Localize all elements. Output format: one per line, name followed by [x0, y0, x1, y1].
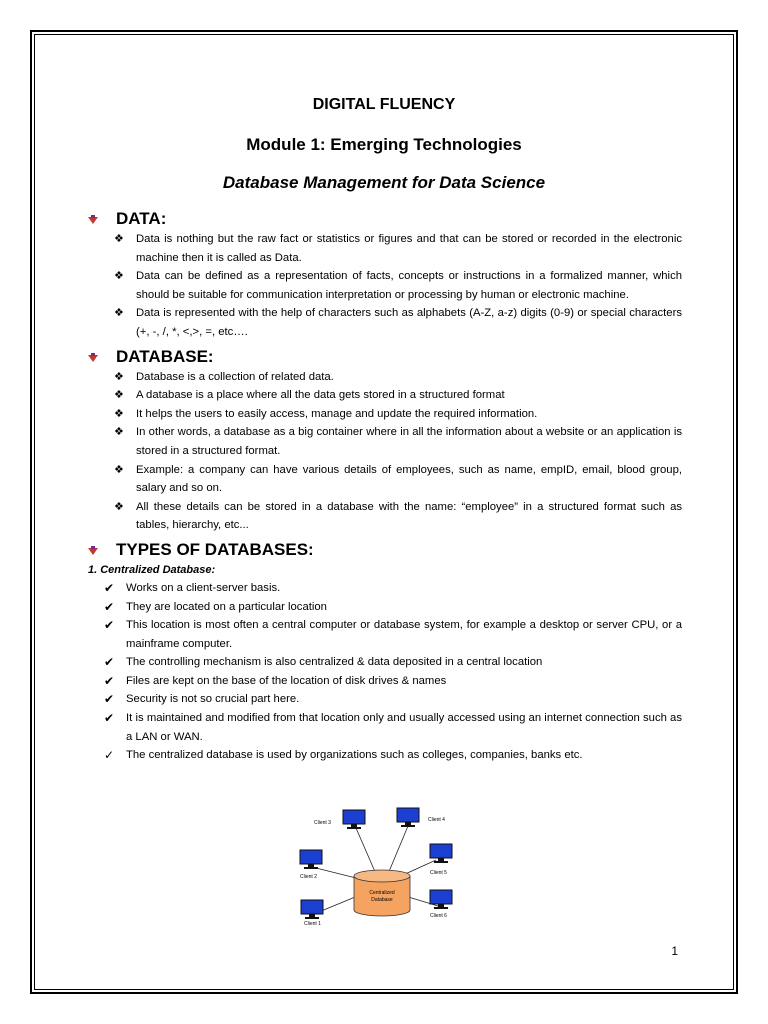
checkmark-icon: ✓ — [104, 748, 115, 763]
list-item: ✔ Security is not so crucial part here. — [86, 690, 682, 709]
client-label: Client 6 — [430, 913, 447, 919]
list-item: ✔ They are located on a particular location — [86, 598, 682, 617]
monitor-icon — [343, 810, 365, 829]
diamond-bullet-icon: ❖ — [114, 500, 124, 513]
checkmark-icon: ✔ — [104, 655, 115, 670]
monitor-icon — [301, 900, 323, 919]
centralized-database-diagram — [296, 802, 466, 928]
client-label: Client 5 — [430, 870, 447, 876]
module-title: Module 1: Emerging Technologies — [246, 135, 522, 154]
diamond-bullet-icon: ❖ — [114, 407, 124, 420]
list-item: ❖ Data is nothing but the raw fact or statistics or figures and that can be stored or recorded in the electronic machine then it is called as Data. — [86, 230, 682, 267]
client-label: Client 3 — [314, 820, 331, 826]
diamond-bullet-icon: ❖ — [114, 307, 124, 320]
monitor-icon — [397, 808, 419, 827]
database-bullet-list — [86, 368, 682, 535]
section-heading-label: TYPES OF DATABASES: — [116, 539, 314, 559]
monitor-icon — [430, 890, 452, 909]
list-item: ✓ The centralized database is used by organizations such as colleges, companies, banks etc. — [86, 746, 682, 765]
list-item: ❖ Database is a collection of related data. — [86, 368, 682, 387]
list-item: ❖ Data is represented with the help of characters such as alphabets (A-Z, a-z) digits (0-9) or special characters (+, -, /, *, <,>, =, etc…. — [86, 304, 682, 341]
data-bullet-list — [86, 230, 682, 342]
checkmark-icon: ✔ — [104, 618, 115, 633]
page-number: 1 — [671, 944, 678, 958]
triangle-down-icon — [88, 353, 98, 363]
client-label: Client 4 — [428, 817, 445, 823]
list-item: ❖ A database is a place where all the data gets stored in a structured format — [86, 386, 682, 405]
client-label: Client 2 — [300, 874, 317, 880]
section-heading-types — [86, 539, 682, 561]
database-label-line2: Database — [371, 897, 393, 903]
client-label: Client 1 — [304, 921, 321, 927]
checkmark-icon: ✔ — [104, 599, 115, 614]
monitor-icon — [430, 844, 452, 863]
diamond-bullet-icon: ❖ — [114, 426, 124, 439]
list-item: ❖ All these details can be stored in a database with the name: “employee” in a structured format such as tables, hierarchy, etc... — [86, 498, 682, 535]
diamond-bullet-icon: ❖ — [114, 233, 124, 245]
database-cylinder — [354, 870, 410, 916]
list-item: ✔ It is maintained and modified from that location only and usually accessed using an internet connection such as a LAN or WAN. — [104, 711, 682, 743]
section-heading-label: DATA: — [116, 209, 167, 228]
centralized-database-subheading: 1. Centralized Database: — [88, 563, 216, 576]
document-page — [86, 92, 682, 765]
section-heading-data — [86, 208, 682, 230]
list-item: ✔ The controlling mechanism is also centralized & data deposited in a central location — [86, 653, 682, 672]
checkmark-icon: ✔ — [104, 673, 115, 688]
document-title: DIGITAL FLUENCY — [312, 96, 456, 113]
list-item: ❖ It helps the users to easily access, manage and update the required information. — [86, 405, 682, 424]
list-item: ✔ Files are kept on the base of the location of disk drives & names — [86, 672, 682, 691]
diamond-bullet-icon: ❖ — [114, 389, 124, 402]
list-item: ❖ Example: a company can have various details of employees, such as name, empID, email, blood group, salary and so on. — [86, 461, 682, 498]
list-item: ✔ Works on a client-server basis. — [86, 579, 682, 598]
section-heading-database — [86, 346, 682, 368]
monitor-icon — [300, 850, 322, 869]
database-label-line1: Centralized — [369, 890, 395, 896]
triangle-down-icon — [88, 546, 98, 556]
list-item: ❖ In other words, a database as a big container where in all the information about a website or an application is stored in a structured format. — [86, 423, 682, 460]
section-heading-label: DATABASE: — [116, 346, 214, 366]
checkmark-icon: ✔ — [104, 580, 115, 595]
checkmark-icon: ✔ — [104, 692, 115, 707]
list-item: ❖ Data can be defined as a representation of facts, concepts or instructions in a formalized manner, which should be suitable for communication interpretation or processing by human or electronic machine. — [86, 267, 682, 304]
diamond-bullet-icon: ❖ — [114, 463, 124, 476]
checkmark-icon: ✔ — [104, 711, 115, 726]
triangle-down-icon — [88, 215, 98, 225]
diamond-bullet-icon: ❖ — [114, 370, 124, 383]
list-item: ✔ This location is most often a central computer or database system, for example a desktop or server CPU, or a mainframe computer. — [104, 618, 682, 650]
document-subtitle: Database Management for Data Science — [222, 173, 546, 192]
centralized-bullet-list — [86, 579, 682, 765]
diamond-bullet-icon: ❖ — [114, 270, 124, 283]
